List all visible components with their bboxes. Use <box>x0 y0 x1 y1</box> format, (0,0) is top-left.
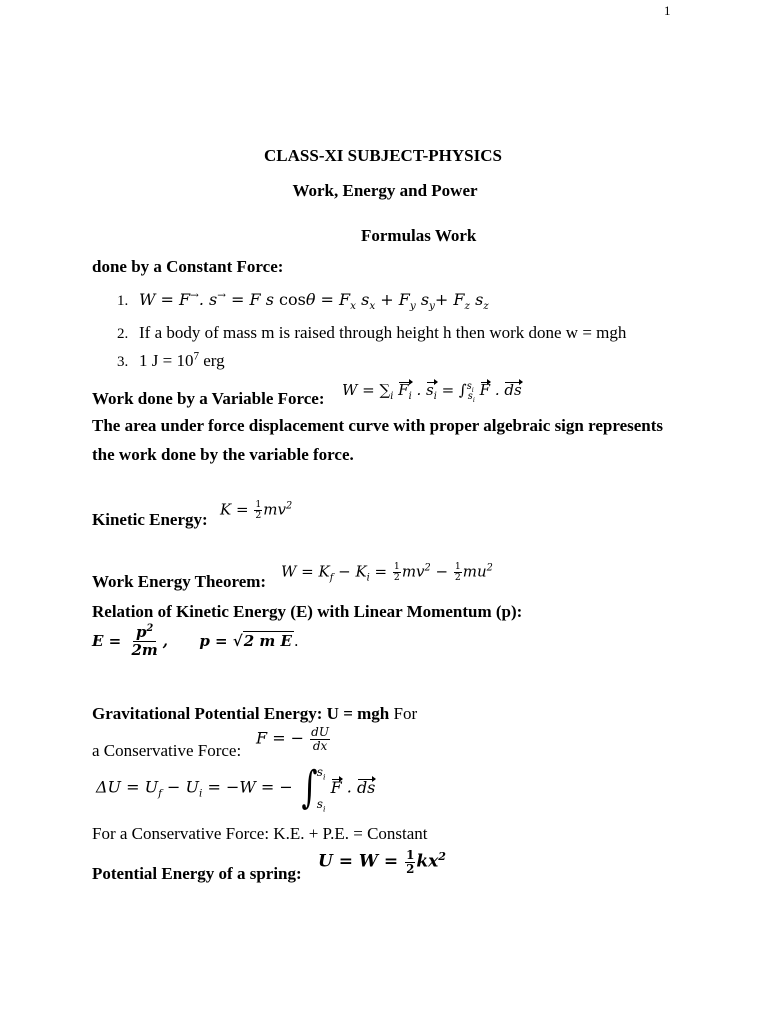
variable-force-formula: $W = \sum_i$ $F_i$ . $s_i = \int^{s_i}_{s_i}$ F . ds <box>342 381 522 404</box>
list-item-2-text: If a body of mass m is raised through height h then work done w = mgh <box>139 323 627 342</box>
conservative-force-label: a Conservative Force: <box>92 741 242 760</box>
list-number-3: 3. <box>117 354 129 370</box>
work-energy-theorem-label: Work Energy Theorem: <box>92 572 267 591</box>
energy-conservation-text: For a Conservative Force: K.E. + P.E. = Constant <box>92 824 428 843</box>
list-number-1: 1. <box>117 293 129 309</box>
work-energy-theorem-formula: $W = K_f - K_i$ = $\frac{1}{2}$ $mv^2$ − $\frac{1}{2}$ $mu^2$ <box>281 561 493 584</box>
variable-force-description-2: the work done by the variable force. <box>92 445 354 464</box>
list-item-3-exponent: 7 <box>193 350 199 363</box>
document-subtitle: Work, Energy and Power <box>292 181 478 200</box>
list-item-3-text: 1 $J = 10^7$ erg <box>139 350 225 370</box>
spring-potential-formula: U = W = $\frac{1}{2}$ $kx^2$ <box>318 848 446 876</box>
page-number: 1 <box>664 3 671 18</box>
document-title: CLASS-XI SUBJECT-PHYSICS <box>264 146 502 165</box>
momentum-relation-formula: E = $\frac{p^2}{2m}$ , p = √2 m E . <box>92 623 299 660</box>
kinetic-energy-formula: K = $\frac{1}{2}$ $mv^2$ <box>220 499 293 521</box>
momentum-relation-label: Relation of Kinetic Energy (E) with Linear Momentum (p): <box>92 602 523 621</box>
variable-force-label: Work done by a Variable Force: <box>92 389 325 408</box>
gravitational-potential-line: Gravitational Potential Energy: U = mgh For <box>92 704 418 723</box>
list-number-2: 2. <box>117 326 129 342</box>
kinetic-energy-label: Kinetic Energy: <box>92 510 208 529</box>
potential-energy-change-formula: $\Delta U = U_f - U_i = -W$ = − ∫ $s_i$ $s_i$ F . ds <box>96 762 376 814</box>
spring-potential-label: Potential Energy of a spring: <box>92 864 302 883</box>
work-constant-force-formula: W = F→. s→ = F s $\cos\theta = F_x$ $s_x + F_y$ $s_y+ F_z$ $s_z$ <box>139 289 489 313</box>
constant-force-heading: done by a Constant Force: <box>92 257 284 276</box>
formulas-heading: Formulas Work <box>361 226 477 245</box>
variable-force-description-1: The area under force displacement curve with proper algebraic sign represents <box>92 416 664 435</box>
conservative-force-formula: F = − $\frac{dU}{dx}$ <box>256 725 329 753</box>
